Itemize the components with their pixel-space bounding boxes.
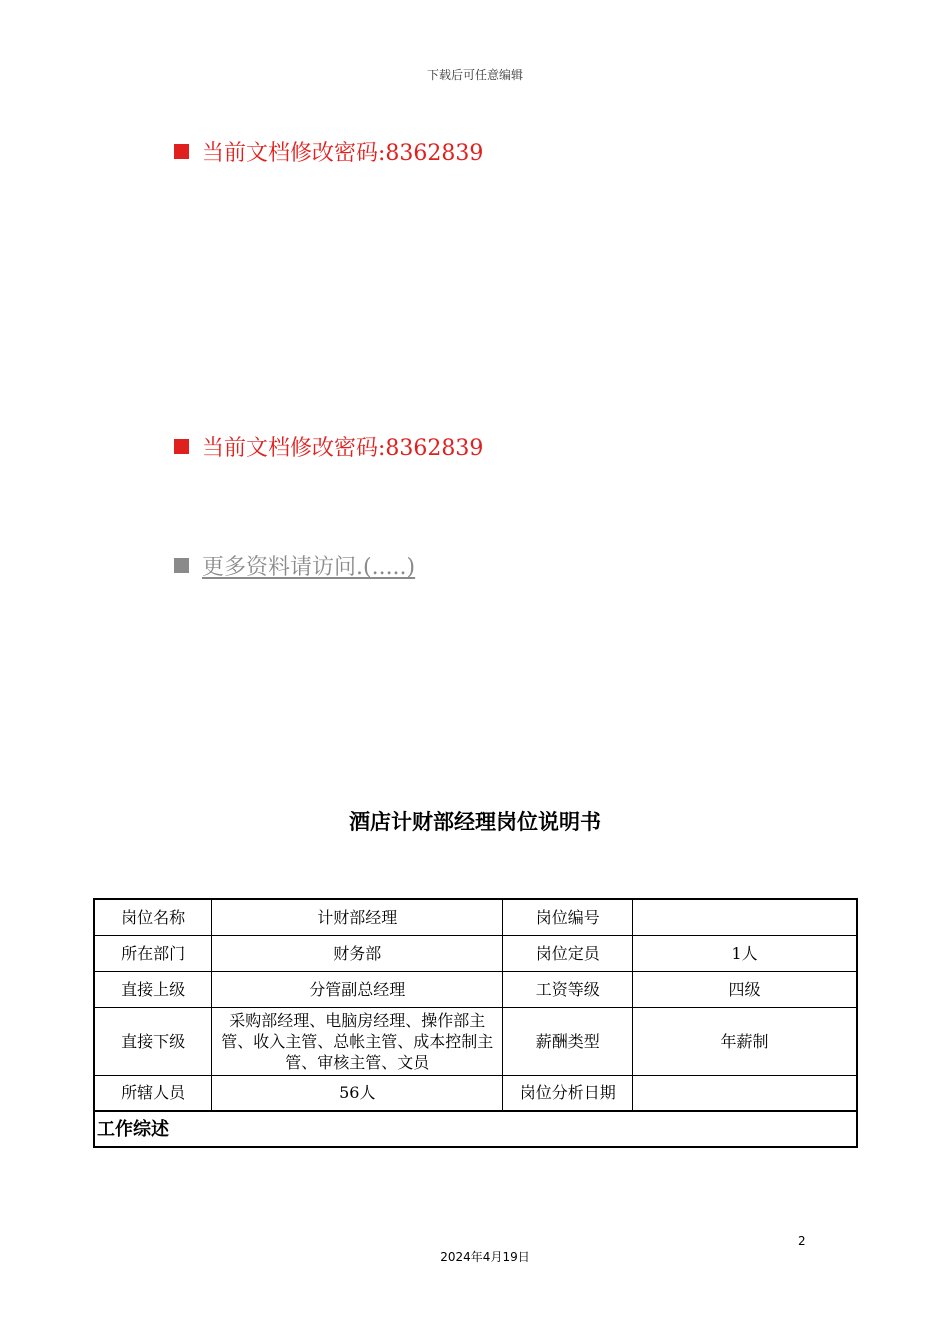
label-cell: 岗位定员 [503,935,633,971]
label-cell: 所辖人员 [94,1075,212,1111]
value-cell: 分管副总经理 [212,971,503,1007]
square-bullet-icon [174,558,189,573]
more-info-link[interactable]: 更多资料请访问.(.....) [202,555,416,580]
password-notice-1 [174,136,483,167]
table-row [94,1075,857,1111]
document-title: 酒店计财部经理岗位说明书 [349,809,601,834]
value-cell: 四级 [633,971,857,1007]
section-heading: 工作综述 [94,1111,857,1147]
password-notice-text: 当前文档修改密码:8362839 [202,436,484,461]
value-cell [633,899,857,935]
table-row [94,899,857,935]
label-cell: 直接上级 [94,971,212,1007]
password-notice-text: 当前文档修改密码:8362839 [202,141,484,166]
value-cell: 56人 [212,1075,503,1111]
label-cell: 工资等级 [503,971,633,1007]
value-cell [633,1075,857,1111]
footer-date: 2024年4月19日 [440,1250,530,1264]
value-cell: 1人 [633,935,857,971]
page-header: 下载后可任意编辑 [426,68,523,82]
table-row [94,1111,857,1147]
value-cell: 财务部 [212,935,503,971]
label-cell: 直接下级 [94,1007,212,1075]
password-notice-2 [174,431,483,462]
label-cell: 岗位编号 [503,899,633,935]
label-cell: 岗位分析日期 [503,1075,633,1111]
value-cell: 年薪制 [633,1007,857,1075]
label-cell: 所在部门 [94,935,212,971]
value-cell: 采购部经理、电脑房经理、操作部主管、收入主管、总帐主管、成本控制主管、审核主管、文员 [212,1007,503,1075]
square-bullet-icon [174,144,189,159]
label-cell: 岗位名称 [94,899,212,935]
value-cell: 计财部经理 [212,899,503,935]
label-cell: 薪酬类型 [503,1007,633,1075]
table-row [94,971,857,1007]
table-row [94,935,857,971]
page-number: 2 [798,1234,806,1248]
table-row [94,1007,857,1075]
job-info-table [93,898,858,1148]
square-bullet-icon [174,439,189,454]
more-info-line[interactable] [174,550,415,581]
